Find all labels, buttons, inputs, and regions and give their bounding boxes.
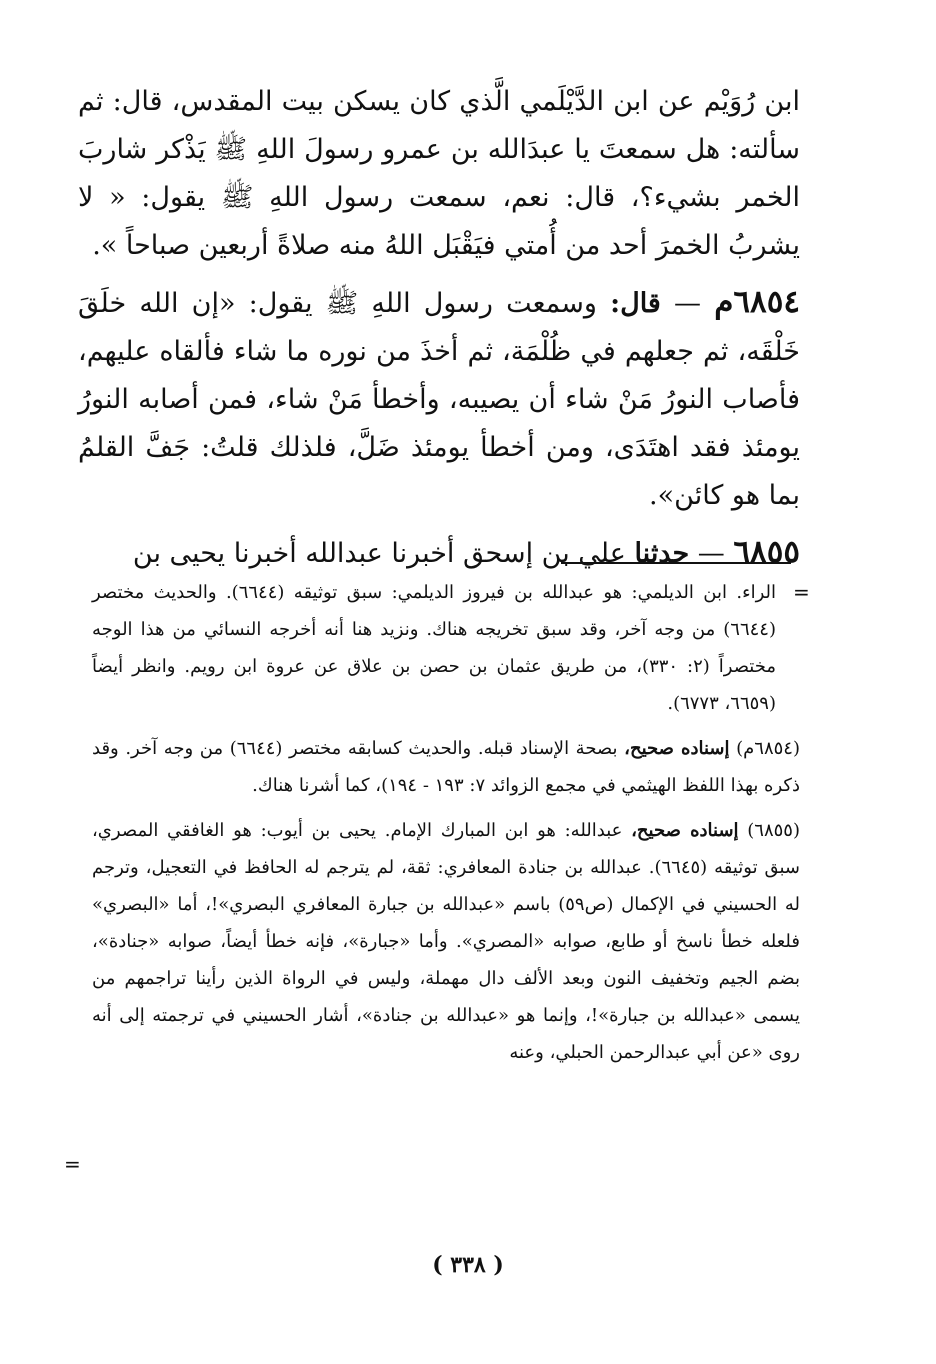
main-paragraph-1: ابن رُوَيْم عن ابن الدَّيْلَمي الَّذي كان يسكن بيت المقدس، قال: ثم سألته: هل سمعتَ يا عبدَالله بن عمرو رسولَ اللهِ ﷺ يَذْكر شاربَ الخمر بشيء؟، قال: نعم، سمعت رسول اللهِ ﷺ يقول: « لا يشربُ الخمرَ أحد من أُمتي فيَقْبَل اللهُ منه صلاةً أربعين صباحاً ». bbox=[78, 86, 800, 261]
footnote-text: بصحة الإسناد قبله. والحديث كسابقه مختصر (٦٦٤٤) من وجه آخر. وقد ذكره بهذا اللفظ الهيثمي في مجمع الزوائد ٧: ١٩٣ - ١٩٤)، كما أشرنا هناك. bbox=[92, 738, 800, 796]
footnote-separator bbox=[561, 562, 791, 564]
hadith-6855: ٦٨٥٥ — حدثنا علي بن إسحق أخبرنا عبدالله أخبرنا يحيى بن bbox=[132, 534, 800, 570]
continuation-marker-bottom: = bbox=[64, 1152, 81, 1176]
footnote-verdict: إسناده صحيح، bbox=[631, 820, 739, 841]
footnote-6855 bbox=[92, 812, 800, 1071]
hadith-text: وسمعت رسول اللهِ ﷺ يقول: «إن الله خلَقَ خَلْقَه، ثم جعلهم في ظُلْمَة، ثم أخذَ من نوره ما شاء فألقاه عليهم، فأصاب النورُ مَنْ شاء أن يصيبه، وأخطأ مَنْ شاء، فمن أصابه النورُ يومئذ فقد اهتَدَى، ومن أخطأ يومئذ ضَلَّ، فلذلك قلتُ: جَفَّ القلمُ بما هو كائن». bbox=[78, 288, 800, 511]
footnote-verdict: إسناده صحيح، bbox=[624, 738, 730, 759]
hadith-number: ٦٨٥٤م bbox=[714, 284, 800, 320]
footnote-6854m bbox=[92, 730, 800, 804]
hadith-lead-word: قال: bbox=[610, 288, 661, 319]
footnote-ref: (٦٨٥٤م) bbox=[736, 738, 800, 759]
hadith-number: ٦٨٥٥ bbox=[733, 534, 800, 570]
continuation-marker-top: = bbox=[793, 580, 810, 604]
hadith-lead-word: حدثنا bbox=[634, 538, 690, 569]
footnote-text: عبدالله: هو ابن المبارك الإمام. يحيى بن أيوب: هو الغافقي المصري، سبق توثيقه (٦٦٤٥). عبدالله بن جنادة المعافري: ثقة، لم يترجم له الحافظ في التعجيل، وترجم له الحسيني في الإكمال (ص٥٩) باسم «عبدالله بن جبارة المعافري البصري»!، أما «البصري» فلعله خطأ ناسخ أو طابع، صوابه «المصري». وأما «جبارة»، فإنه خطأ أيضاً، صوابه «جنادة»، بضم الجيم وتخفيف النون وبعد الألف دال مهملة، وليس في الرواة الذين رأينا تراجمهم من يسمى «عبدالله بن جبارة»!، وإنما هو «عبدالله بن جنادة»، أشار الحسيني في ترجمته إلى أنه روى «عن أبي عبدالرحمن الحبلي، وعنه bbox=[92, 820, 800, 1063]
footnote-continued: الراء. ابن الديلمي: هو عبدالله بن فيروز الديلمي: سبق توثيقه (٦٦٤٤). والحديث مختصر (٦٦٤٤) من وجه آخر، وقد سبق تخريجه هناك. ونزيد هنا أنه أخرجه النسائي من هذا الوجه مختصراً (٢: ٣٣٠)، من طريق عثمان بن حصن بن علاق عن عروة ابن رويم. وانظر أيضاً (٦٦٥٩، ٦٧٧٣). bbox=[92, 582, 776, 714]
footnotes-block bbox=[92, 574, 800, 1079]
main-text-block bbox=[78, 78, 800, 586]
footnote-ref: (٦٨٥٥) bbox=[747, 820, 800, 841]
page-number: ( ٣٣٨ ) bbox=[432, 1252, 504, 1278]
hadith-text: علي بن إسحق أخبرنا عبدالله أخبرنا يحيى بن bbox=[132, 538, 626, 569]
hadith-6854m: ٦٨٥٤م — قال: وسمعت رسول اللهِ ﷺ يقول: «إن الله خلَقَ خَلْقَه، ثم جعلهم في ظُلْمَة، ثم أخذَ من نوره ما شاء فألقاه عليهم، فأصاب النورُ مَنْ شاء أن يصيبه، وأخطأ مَنْ شاء، فمن أصابه النورُ يومئذ فقد اهتَدَى، ومن أخطأ يومئذ ضَلَّ، فلذلك قلتُ: جَفَّ القلمُ بما هو كائن». bbox=[78, 284, 800, 511]
